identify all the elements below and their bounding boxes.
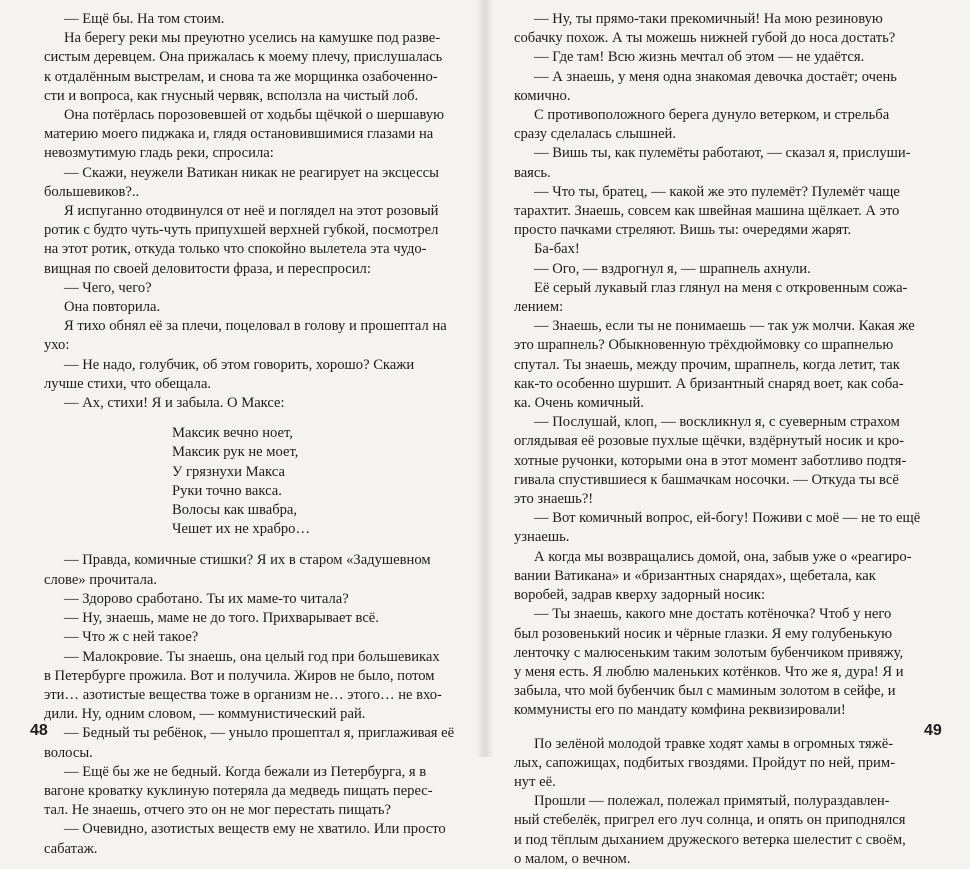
page-number-right: 49 [924, 722, 942, 739]
section-gap [514, 721, 937, 735]
text-line: систым деревцем. Она прижалась к моему плечу, прислушалась [44, 49, 443, 66]
text-line: спутал. Ты знаешь, между прочим, шрапнель, когда летит, так [514, 356, 900, 373]
text-line: это знаешь?! [514, 491, 594, 508]
text-line: лением: [514, 299, 564, 316]
text-line: дили. Ну, одним словом, — коммунистический рай. [44, 706, 366, 723]
text-line: невозмутимую гладь реки, спросила: [44, 145, 274, 162]
text-line: — Правда, комичные стишки? Я их в старом «Задушевном [64, 552, 431, 569]
text-line: слове» прочитала. [44, 571, 158, 588]
text-line: ваясь. [514, 164, 551, 181]
text-line: на этот ротик, откуда только что спокойно вылетела эта чудо- [44, 241, 427, 258]
text-line: о малом, о вечном. [514, 850, 631, 867]
text-line: вании Ватикана» и «бризантных снарядах», щебетала, как [514, 567, 876, 584]
text-line: — Ну, ты прямо-таки прекомичный! На мою резиновую [534, 11, 883, 27]
text-line: Прошли — полежал, полежал примятый, полураздавлен- [534, 793, 890, 810]
text-line: — Ещё бы. На том стоим. [64, 11, 225, 27]
text-line: просто пачками стреляют. Вишь ты: очередями жарят. [514, 222, 852, 239]
poem-line: Чешет их не храбро… [172, 521, 311, 538]
text-line: волосы. [44, 744, 93, 761]
poem-line: Руки точно вакса. [172, 482, 282, 499]
poem [172, 424, 458, 539]
text-line: узнаешь. [514, 529, 570, 546]
text-line: — Бедный ты ребёнок, — уныло прошептал я, приглаживая её [64, 725, 455, 742]
text-line: ный стебелёк, пригрел его луч солнца, и опять он приподнялся [514, 812, 906, 829]
text-line: — Малокровие. Ты знаешь, она целый год при большевиках [64, 648, 440, 665]
right-page [514, 10, 937, 869]
text-line: — Послушай, клоп, — воскликнул я, с суеверным страхом [534, 414, 900, 431]
text-line: нут её. [514, 773, 556, 790]
text-line: эти… азотистые вещества тоже в организм не… этого… не вхо- [44, 686, 442, 703]
text-line: ухо: [44, 337, 70, 354]
text-line: комично. [514, 87, 571, 104]
text-line: сразу сделалась слышней. [514, 126, 677, 143]
poem-line: Максик вечно ноет, [172, 425, 293, 442]
text-line: ка. Очень комичный. [514, 395, 644, 412]
text-line: лых, сапожищах, подбитых гвоздями. Пройдут по ней, прим- [514, 754, 895, 771]
text-line: — Ещё бы же не бедный. Когда бежали из Петербурга, я в [64, 763, 427, 780]
page-number-left: 48 [30, 722, 48, 739]
text-line: был розовенький носик и чёрные глазки. Я ему голубенькую [514, 625, 893, 642]
text-line: — Здорово сработано. Ты их маме-то читала? [64, 590, 349, 607]
text-line: оглядывая её розовые пухлые щёчки, вздёрнутый носик и кро- [514, 433, 905, 450]
text-line: Она повторила. [64, 299, 161, 316]
text-line: — Где там! Всю жизнь мечтал об этом — не удаётся. [534, 49, 865, 66]
text-line: тарахтит. Знаешь, совсем как швейная машина щёлкает. А это [514, 203, 900, 220]
text-line: На берегу реки мы преуютно уселись на камушке под разве- [64, 30, 441, 47]
text-line: гивала спустившиеся к башмачкам носочки. — Откуда ты всё [514, 471, 899, 488]
text-line: Она потёрлась порозовевшей от ходьбы щёчкой о шершавую [64, 107, 445, 124]
text-line: тал. Не знаешь, отчего это он не мог перестать пищать? [44, 802, 391, 819]
text-line: — Что ж с ней такое? [64, 629, 199, 646]
text-line: вищная по своей деловитости фраза, и переспросил: [44, 260, 371, 277]
text-line: лучше стихи, что обещала. [44, 375, 212, 392]
poem-line: Волосы как швабра, [172, 502, 298, 519]
text-line: это шрапнель? Обыкновенную трёхдюймовку со шрапнелью [514, 337, 894, 354]
text-line: — Не надо, голубчик, об этом говорить, хорошо? Скажи [64, 356, 415, 373]
left-page [44, 10, 458, 859]
text-line: материю моего пиджака и, глядя остановившимися глазами на [44, 126, 434, 143]
text-line: собачку похож. А ты можешь нижней губой до носа достать? [514, 30, 896, 47]
text-line: — Вишь ты, как пулемёты работают, — сказал я, прислуши- [534, 145, 911, 162]
text-line: — Ого, — вздрогнул я, — шрапнель ахнули. [534, 260, 811, 277]
text-line: По зелёной молодой травке ходят хамы в огромных тяжё- [534, 735, 894, 752]
text-line: к отдалённым выстрелам, и снова та же морщинка озабоченно- [44, 68, 438, 85]
text-line: — А знаешь, у меня одна знакомая девочка достаёт; очень [534, 68, 897, 85]
text-line: — Ах, стихи! Я и забыла. О Максе: [64, 395, 285, 412]
text-line: С противоположного берега дунуло ветерком, и стрельба [534, 107, 890, 124]
text-line: — Очевидно, азотистых веществ ему не хватило. Или просто [64, 821, 446, 838]
text-line: — Ну, знаешь, маме не до того. Прихварывает всё. [64, 610, 379, 627]
text-line: и под тёплым дыханием дружеского ветерка шелестит с своём, [514, 831, 906, 848]
text-line: большевиков?.. [44, 183, 140, 200]
poem-line: Максик рук не моет, [172, 444, 299, 461]
text-line: сти и вопроса, как гнусный червяк, всползла на чистый лоб. [44, 87, 419, 104]
text-line: Я тихо обнял её за плечи, поцеловал в голову и прошептал на [64, 318, 447, 335]
text-line: в Петербурге прожила. Вот и получила. Жиров не было, потом [44, 667, 435, 684]
text-line: воробей, задрав кверху задорный носик: [514, 587, 766, 604]
book-gutter [476, 0, 494, 757]
text-line: забыла, что мой бубенчик был с маминым золотом в сейфе, и [514, 683, 896, 700]
text-line: ротик с будто чуть-чуть припухшей верхней губкой, посмотрел [44, 222, 439, 239]
text-line: — Знаешь, если ты не понимаешь — так уж молчи. Какая же [534, 318, 915, 335]
text-line: Я испуганно отодвинулся от неё и поглядел на этот розовый [64, 203, 439, 220]
text-line: Её серый лукавый глаз глянул на меня с откровенным сожа- [534, 279, 908, 296]
text-line: коммунисты его по мандату комфина реквизировали! [514, 702, 846, 719]
text-line: — Скажи, неужели Ватикан никак не реагирует на эксцессы [64, 164, 439, 181]
text-line: сабатаж. [44, 840, 98, 857]
text-line: как-то особенно шуршит. А бризантный снаряд воет, как соба- [514, 375, 904, 392]
text-line: вагоне кроватку куклиную потеряла да медведь пищать перес- [44, 782, 433, 799]
text-line: — Вот комичный вопрос, ей-богу! Поживи с моё — не то ещё [534, 510, 921, 527]
text-line: — Ты знаешь, какого мне достать котёночка? Чтоб у него [534, 606, 892, 623]
poem-line: У грязнухи Макса [172, 463, 285, 480]
text-line: ленточку с малюсеньким таким золотым бубенчиком привяжу, [514, 644, 904, 661]
text-line: у меня есть. Я люблю маленьких котёнков. Что же я, дура! Я и [514, 663, 904, 680]
text-line: — Что ты, братец, — какой же это пулемёт? Пулемёт чаще [534, 183, 900, 200]
text-line: Ба-бах! [534, 241, 580, 258]
text-line: — Чего, чего? [64, 279, 152, 296]
text-line: А когда мы возвращались домой, она, забыв уже о «реагиро- [534, 548, 912, 565]
text-line: хотные ручонки, которыми она в этот момент заботливо подтя- [514, 452, 907, 469]
